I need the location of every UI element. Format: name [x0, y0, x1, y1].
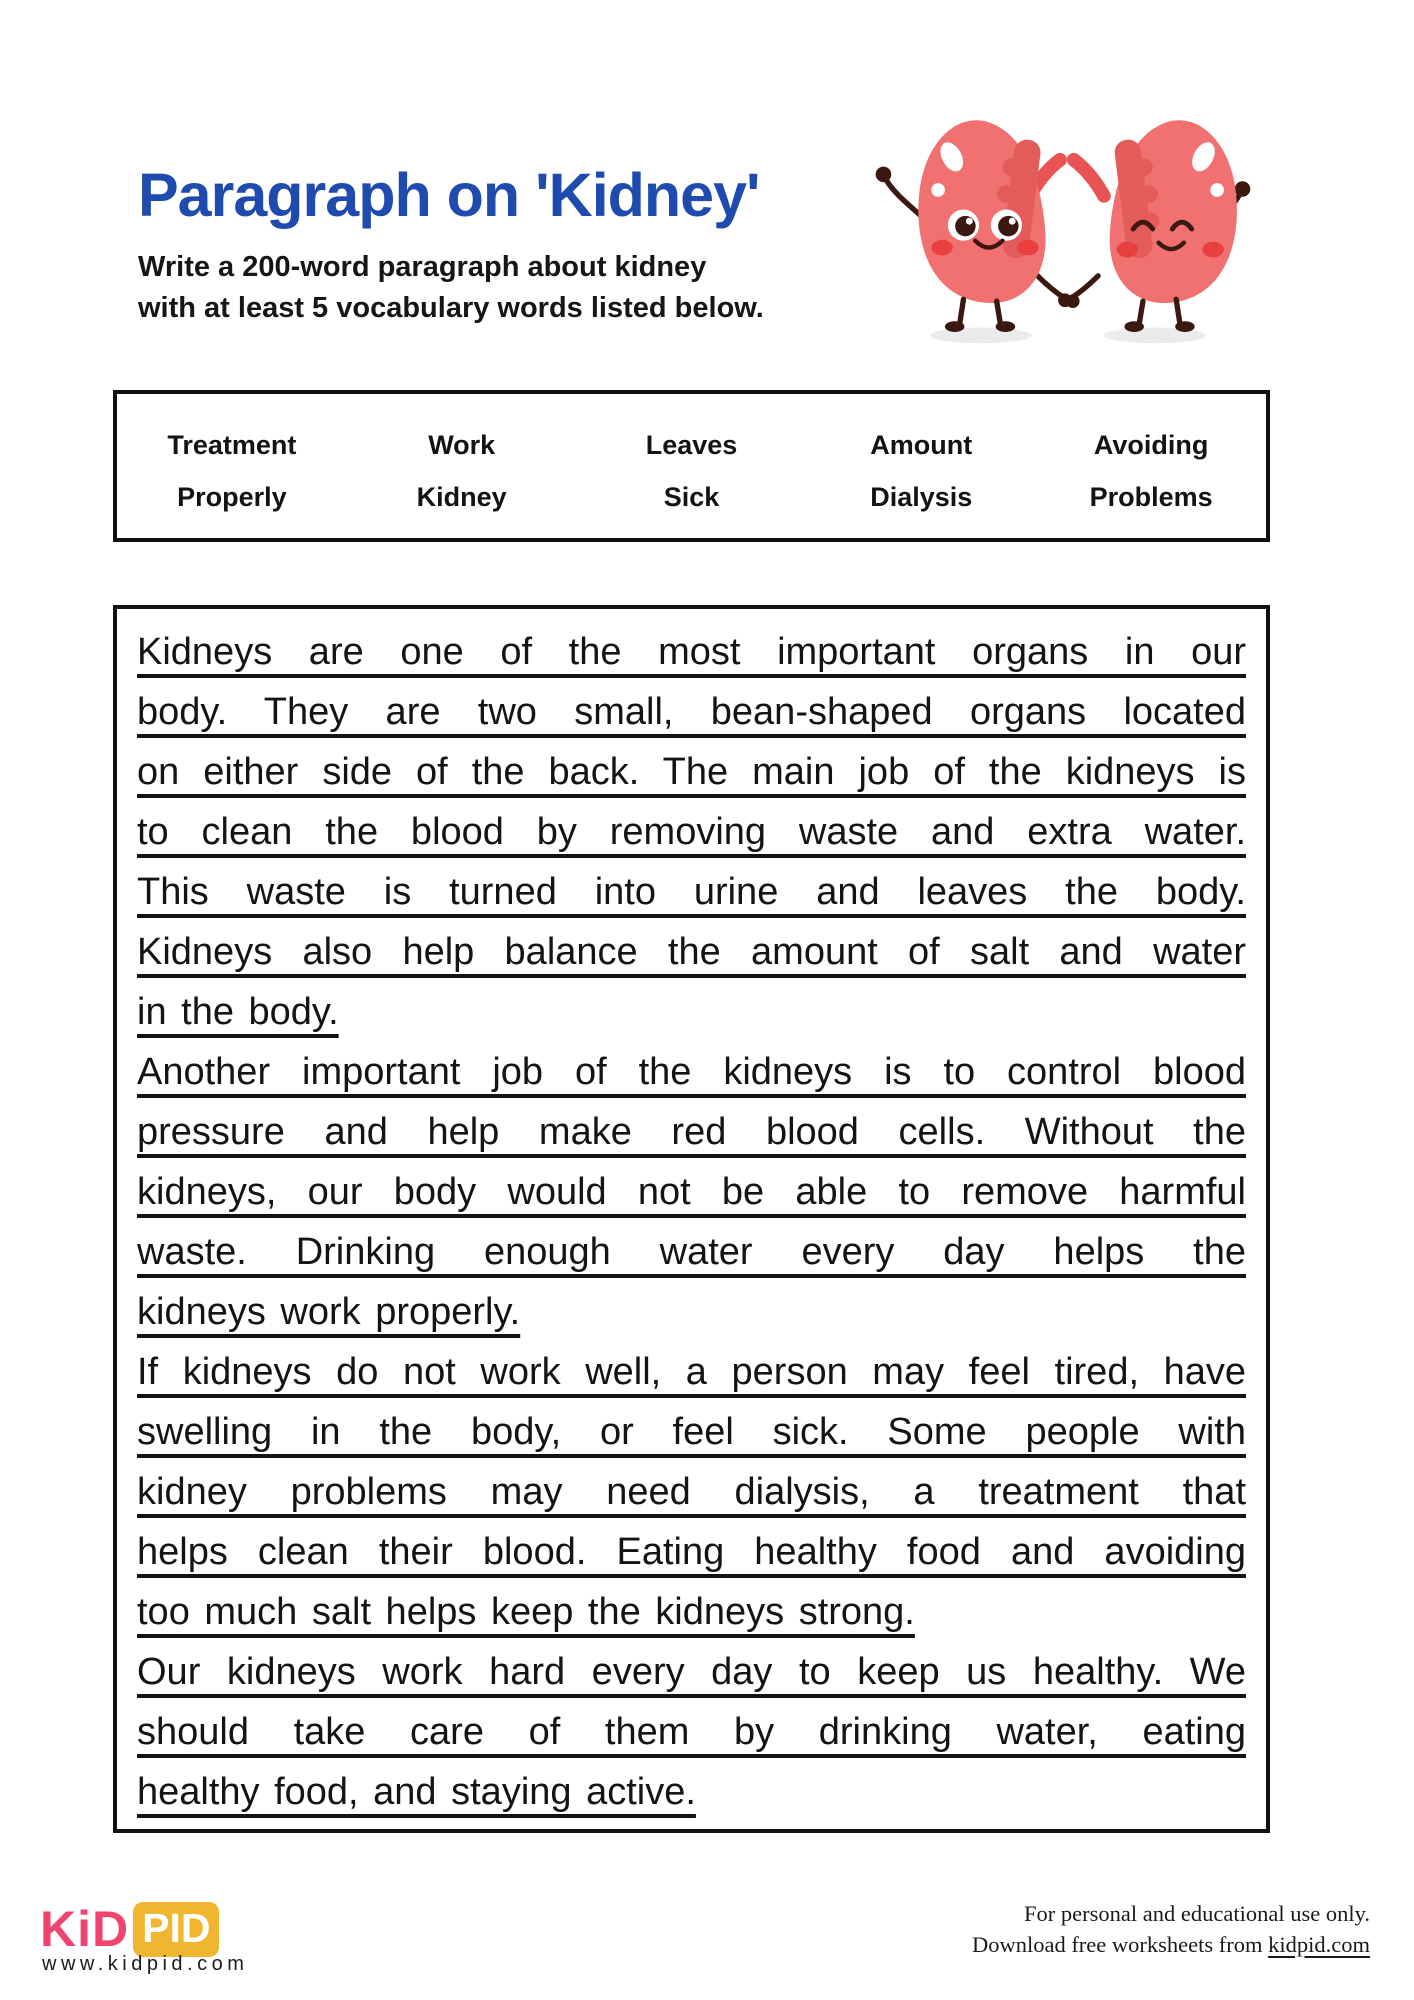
vocabulary-word: Avoiding: [1093, 429, 1209, 460]
instructions-line-1: Write a 200-word paragraph about kidney: [138, 251, 707, 283]
paragraph-line: swelling in the body, or feel sick. Some people with: [137, 1411, 1246, 1453]
paragraph-line: kidney problems may need dialysis, a treatment that: [137, 1471, 1246, 1513]
paragraph-line: kidneys work properly.: [137, 1291, 521, 1333]
right-kidney: [1110, 120, 1237, 303]
paragraph-line: Our kidneys work hard every day to keep us healthy. We: [137, 1651, 1246, 1693]
ground-shadows: [930, 328, 1205, 344]
vocabulary-word: Kidney: [416, 481, 507, 512]
paragraph-line: Kidneys are one of the most important organs in our: [137, 631, 1246, 673]
left-kidney: [918, 120, 1045, 303]
paragraph-line: should take care of them by drinking water, eating: [137, 1711, 1246, 1753]
vocabulary-word: Work: [428, 429, 496, 460]
paragraph-line: Kidneys also help balance the amount of salt and water: [137, 931, 1246, 973]
vocabulary-word: Leaves: [645, 429, 738, 460]
logo-badge-pid: PID: [133, 1902, 219, 1957]
vocabulary-word: Dialysis: [870, 481, 973, 512]
paragraph-line: body. They are two small, bean-shaped organs located: [137, 691, 1246, 733]
vocabulary-box: [113, 390, 1270, 542]
kidney-characters-illustration: [862, 98, 1262, 362]
vocabulary-row-2: [117, 471, 1266, 523]
paragraph-line: This waste is turned into urine and leaves the body.: [137, 871, 1246, 913]
logo-text-kid: KiD: [40, 1901, 130, 1957]
paragraph-line: in the body.: [137, 991, 339, 1033]
paragraph-line: pressure and help make red blood cells. Without the: [137, 1111, 1246, 1153]
kidpid-link[interactable]: kidpid.com: [1268, 1932, 1370, 1957]
vocabulary-word: Problems: [1089, 481, 1213, 512]
website-url: www.kidpid.com: [42, 1953, 249, 1975]
paragraph-line: to clean the blood by removing waste and extra water.: [137, 811, 1246, 853]
paragraph-box: [113, 605, 1270, 1833]
usage-note-line-1: For personal and educational use only.: [1024, 1901, 1370, 1926]
vocabulary-word: Treatment: [167, 429, 297, 460]
vocabulary-word: Properly: [177, 481, 287, 512]
high-five-arms: [1030, 160, 1104, 196]
usage-note-line-2: Download free worksheets from kidpid.com: [971, 1932, 1370, 1957]
instructions-line-2: with at least 5 vocabulary words listed below.: [138, 292, 764, 324]
vocabulary-word: Sick: [663, 481, 720, 512]
paragraph-line: healthy food, and staying active.: [137, 1771, 696, 1813]
kidpid-logo: [40, 1900, 219, 1958]
paragraph-line: Another important job of the kidneys is to control blood: [137, 1051, 1246, 1093]
paragraph-line: on either side of the back. The main job of the kidneys is: [137, 751, 1246, 793]
page-title: Paragraph on 'Kidney': [138, 161, 760, 229]
paragraph-line: If kidneys do not work well, a person may feel tired, have: [137, 1351, 1246, 1393]
paragraph-line: kidneys, our body would not be able to remove harmful: [137, 1171, 1246, 1213]
paragraph-line: waste. Drinking enough water every day helps the: [137, 1231, 1246, 1273]
usage-note: [972, 1898, 1370, 1960]
paragraph-line: too much salt helps keep the kidneys strong.: [137, 1591, 915, 1633]
vocabulary-word: Amount: [870, 429, 973, 460]
vocabulary-row-1: [117, 419, 1266, 471]
paragraph-line: helps clean their blood. Eating healthy food and avoiding: [137, 1531, 1246, 1573]
instructions: [138, 247, 764, 329]
